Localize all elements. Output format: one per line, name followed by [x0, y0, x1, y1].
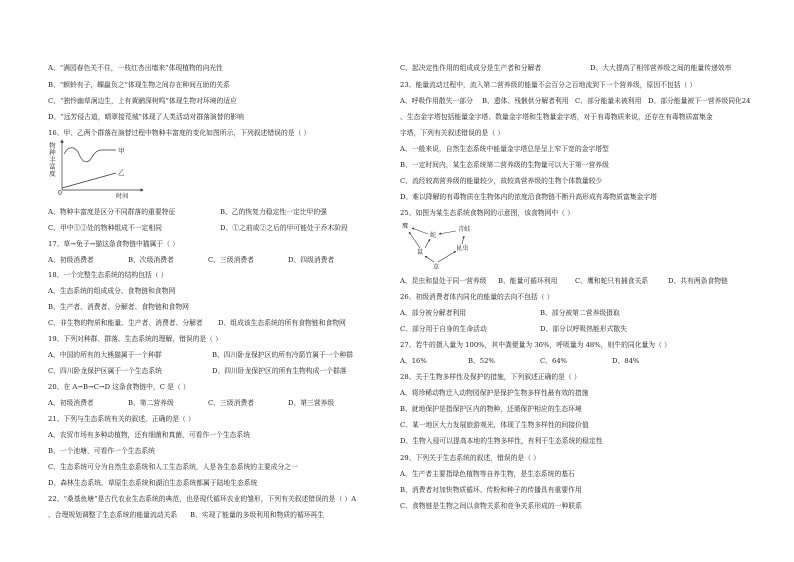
q26-stem: 26、初级消费者体内同化的能量的去向不包括（ ）	[400, 293, 554, 301]
q29-stem: 29、下列关于生态系统的叙述，错误的是（ ）	[400, 454, 540, 462]
q28-stem: 28、关于生物多样性及保护的措施，下列叙述正确的是（ ）	[400, 373, 581, 381]
q24-option-b: B、一定时间内，某生态系统第二营养级的生物量可以大于第一营养级	[400, 161, 609, 169]
q26-option-b: B、部分被第二营养级摄取	[540, 309, 620, 317]
q16-option-b: B、乙的恢复力稳定性一定比甲的强	[220, 208, 327, 216]
food-web-node-eagle: 鹰	[402, 223, 409, 230]
q28-option-c: C、某一地区大力发展旅游观光，体现了生物多样性的间接价值	[400, 421, 589, 429]
q15-option-c: C、“独怜幽草涧边生，上有黄鹂深树鸣”体现生物对环境的适应	[48, 97, 237, 105]
q24-option-d: D、难以降解的有毒物质在生物体内的浓度沿食物链不断升高形成有毒物质富集金字塔	[400, 193, 657, 201]
q16-option-d: D、①之前或②之后的甲可能处于乔木阶段	[220, 224, 348, 232]
food-web-arrow-mouse-eagle	[409, 232, 420, 248]
q28-option-d: D、生物入侵可以提高本地的生物多样性，有利于生态系统的稳定性	[400, 437, 603, 445]
q25-option-c: C、鹰和蛇只有捕食关系	[575, 277, 649, 285]
q20-option-c: C、三级消费者	[208, 399, 254, 407]
q22-option-b: B、实现了能量的多级利用和物质的循环再生	[190, 511, 325, 519]
q23-option-c: C、部分能量未被利用	[575, 97, 642, 105]
q18-option-c: C、非生物的物质和能量、生产者、消费者、分解者	[48, 319, 203, 327]
q24-stem-line-1: 、生态金字塔包括能量金字塔、数量金字塔和生物量金字塔，对于有毒物质来说，还存在有毒物质富集金	[400, 113, 713, 121]
q20-stem: 20、在 A→B→C→D 这条食物链中，C 是（ ）	[48, 383, 190, 391]
q22-option-c: C、起决定性作用的组成成分是生产者和分解者	[400, 64, 542, 72]
q22-option-a-letter: A	[351, 495, 357, 503]
q16-figure-plot	[46, 138, 156, 202]
food-web-arrow-frog-snake	[439, 231, 456, 234]
q25-food-web-diagram	[398, 216, 482, 274]
food-web-arrow-insect-frog	[462, 236, 464, 244]
food-web-node-frog: 青蛙	[458, 226, 471, 233]
q22-option-d: D、大大提高了相邻营养级之间的能量传递效率	[590, 64, 732, 72]
food-web-node-mouse: 鼠	[417, 249, 424, 256]
q27-option-c: C、64%	[540, 357, 568, 365]
q28-option-b: B、就地保护是指保护区内的物种，还需保护相应的生态环境	[400, 405, 582, 413]
q16-option-a: A、物种丰富度是区分不同群落的重要特征	[48, 208, 176, 216]
q20-option-a: A、初级消费者	[48, 399, 94, 407]
q19-option-d: D、四川卧龙保护区的所有生物构成一个群落	[212, 367, 347, 375]
q24-stem-line-2: 字塔，下列有关叙述错误的是（ ）	[400, 129, 505, 137]
q21-option-a: A、农贸市场有多种动植物，还有细菌和真菌，可看作一个生态系统	[48, 431, 251, 439]
q16-figure-xlabel: 时间	[116, 193, 129, 200]
q19-stem: 19、下列对种群、群落、生态系统的理解，错误的是（ ）	[48, 335, 222, 343]
q27-stem: 27、若牛的摄入量为 100%，其中粪便量为 36%，呼吸量为 48%，则牛的同化量为（ ）	[400, 341, 671, 349]
q16-series-label-yi: 乙	[118, 169, 125, 177]
q18-option-b: B、生产者、消费者、分解者、食物链和食物网	[48, 303, 189, 311]
q16-curve-yi	[62, 173, 116, 188]
q19-option-a: A、中国的所有的大熊猫属于一个种群	[48, 351, 162, 359]
q21-stem: 21、下列与生态系统有关的叙述，正确的是（ ）	[48, 415, 195, 423]
q25-option-a: A、昆虫和鼠处于同一营养级	[400, 277, 487, 285]
q24-option-c: C、流经较高营养级的能量较少，故较高营养级的生物个体数量较少	[400, 177, 603, 185]
food-web-arrow-grass-insect	[438, 251, 456, 262]
q25-option-d: D、共有两条食物链	[668, 277, 728, 285]
q26-option-c: C、部分用于自身的生命活动	[400, 325, 487, 333]
q22-stem: 22、“桑基鱼塘”是古代农业生态系统的典范，也是现代循环农业的雏形，下列有关叙述错误的是（ ）	[48, 495, 352, 503]
q21-option-c: C、生态系统可分为自然生态系统和人工生态系统，人是各生态系统的主要成分之一	[48, 463, 298, 471]
q19-option-b: B、四川卧龙保护区的所有冷箭竹属于一个种群	[212, 351, 353, 359]
q17-option-c: C、三级消费者	[208, 256, 254, 264]
q18-stem: 18、一个完整生态系统的结构包括（ ）	[48, 271, 168, 279]
q23-option-b: B、遗体、残骸供分解者利用	[482, 97, 569, 105]
q21-option-b: B、一个池塘，可看作一个生态系统	[48, 447, 155, 455]
q26-option-a: A、部分被分解者利用	[400, 309, 467, 317]
q24-number: 24	[741, 97, 751, 105]
food-web-node-snake: 蛇	[430, 232, 437, 239]
q19-option-c: C、四川卧龙保护区属于一个生态系统	[48, 367, 162, 375]
q15-option-d: D、“远芳侵古道，晴翠接荒城”体现了人类活动对群落演替的影响	[48, 113, 244, 121]
food-web-arrow-snake-eagle	[412, 228, 428, 234]
q22-option-a-text: 、合理规划调整了生态系统的能量流动关系	[48, 511, 178, 519]
q16-curve-jia	[64, 148, 116, 162]
q18-option-d: D、组成该生态系统的所有食物链和食物网	[218, 319, 346, 327]
q15-option-a: A、“满园春色关不住，一枝红杏出墙来”体现植物的向光性	[48, 64, 223, 72]
q20-option-d: D、第三营养级	[288, 399, 335, 407]
q27-option-a: A、16%	[400, 357, 427, 365]
q25-option-b: B、能量可循环利用	[498, 277, 558, 285]
food-web-arrow-grass-mouse	[425, 256, 434, 262]
q16-option-c: C、甲中①②处的物种组成不一定相同	[48, 224, 162, 232]
q16-series-label-jia: 甲	[118, 147, 125, 155]
q15-option-b: B、“螟蛉有子，蜾蠃负之”体现生物之间存在种间互助的关系	[48, 81, 230, 89]
q23-stem: 23、能量流动过程中，流入第二营养级的能量不会百分之百地流到下一个营养级，原因不包括（ ）	[400, 81, 697, 89]
q20-option-b: B、第二营养级	[128, 399, 174, 407]
q16-figure-ylabel: 物种丰富度	[48, 142, 56, 177]
q23-option-a: A、呼吸作用散失一部分	[400, 97, 473, 105]
q24-option-a: A、一般来说，自然生态系统中能量金字塔总是呈上窄下宽的金字塔型	[400, 145, 609, 153]
q29-option-b: B、消费者对加快物质循环、传粉和种子的传播具有重要作用	[400, 486, 582, 494]
food-web-arrow-mouse-snake	[425, 239, 430, 248]
q17-option-b: B、次级消费者	[128, 256, 174, 264]
q23-option-d-line	[648, 97, 750, 105]
q22-stem-line	[48, 495, 356, 503]
q18-option-a: A、生态系统的组成成分、食物链和食物网	[48, 287, 176, 295]
q25-stem: 25、如图为某生态系统食物网的示意图，该食物网中（ ）	[400, 209, 574, 217]
q16-figure-origin: 0	[58, 190, 62, 197]
q17-option-a: A、初级消费者	[48, 256, 94, 264]
q28-option-a: A、将珍稀动物迁入动物园保护是保护生物多样性最有效的措施	[400, 389, 589, 397]
q17-stem: 17、草→兔子→猫这条食物链中猫属于（ ）	[48, 240, 179, 248]
q27-option-d: D、84%	[612, 357, 640, 365]
q26-option-d: D、部分以呼吸热能形式散失	[540, 325, 628, 333]
q17-option-d: D、四级消费者	[288, 256, 335, 264]
q29-option-c: C、食物链是生物之间以食物关系和竞争关系形成的一种联系	[400, 502, 582, 510]
q16-stem: 16、甲、乙两个群落在演替过程中物种丰富度的变化如图所示，下列叙述错误的是（ ）	[48, 129, 311, 137]
q21-option-d: D、森林生态系统、草原生态系统和湖泊生态系统都属于陆地生态系统	[48, 479, 258, 487]
q27-option-b: B、52%	[468, 357, 495, 365]
food-web-node-grass: 草	[433, 264, 440, 271]
q29-option-a: A、生产者主要指绿色植物等自养生物，是生态系统的基石	[400, 470, 575, 478]
food-web-node-insect: 昆虫	[456, 245, 469, 252]
q23-option-d: D、部分能量被下一营养级同化	[648, 97, 742, 105]
